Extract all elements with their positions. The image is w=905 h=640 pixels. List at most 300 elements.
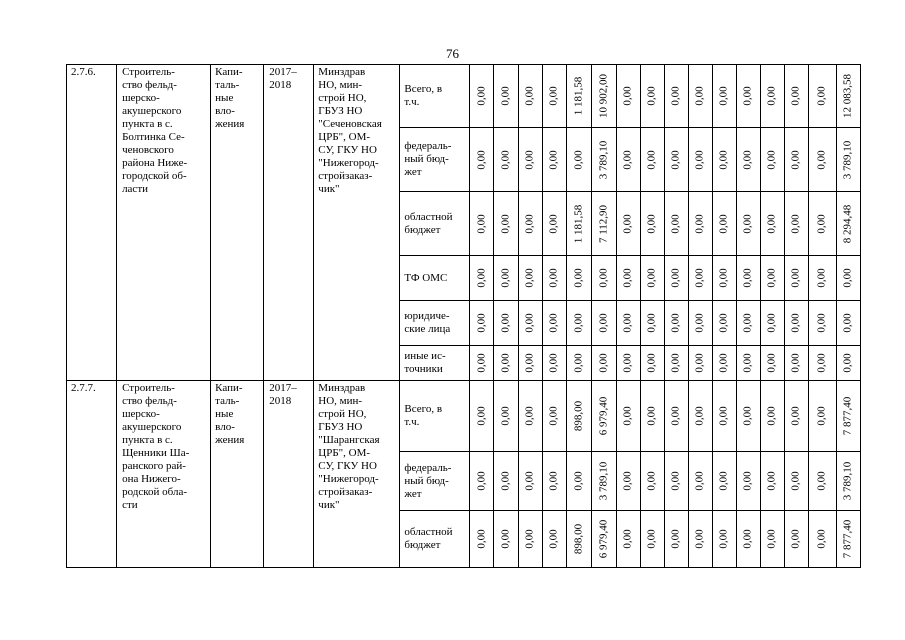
value-cell bbox=[664, 381, 688, 452]
value-text: 0,00 bbox=[547, 529, 560, 549]
value-cell bbox=[566, 65, 591, 128]
value-cell bbox=[591, 128, 616, 192]
value-text: 0,00 bbox=[645, 353, 658, 373]
value-text: 0,00 bbox=[717, 406, 730, 426]
value-text: 0,00 bbox=[815, 213, 828, 234]
value-text: 0,00 bbox=[717, 268, 730, 288]
funding-source-label: юридиче- ские лица bbox=[400, 301, 470, 346]
value-cell bbox=[542, 128, 566, 192]
value-text: 0,00 bbox=[475, 353, 488, 373]
value-text: 0,00 bbox=[741, 529, 754, 549]
value-cell bbox=[836, 301, 860, 346]
value-cell bbox=[712, 511, 736, 568]
value-text: 0,00 bbox=[815, 268, 828, 288]
value-cell bbox=[518, 256, 542, 301]
value-text: 0,00 bbox=[765, 86, 778, 106]
value-cell bbox=[616, 452, 640, 511]
value-cell bbox=[640, 192, 664, 256]
value-cell bbox=[470, 346, 494, 381]
value-cell bbox=[470, 381, 494, 452]
value-text: 0,00 bbox=[841, 353, 854, 373]
funding-source-label: областной бюджет bbox=[400, 511, 470, 568]
value-text: 898,00 bbox=[572, 400, 585, 432]
value-text: 0,00 bbox=[597, 353, 610, 373]
item-number: 2.7.7. bbox=[67, 381, 117, 568]
value-text: 0,00 bbox=[523, 406, 536, 426]
value-cell bbox=[836, 452, 860, 511]
value-text: 0,00 bbox=[717, 471, 730, 491]
value-text: 0,00 bbox=[741, 313, 754, 333]
value-text: 0,00 bbox=[523, 149, 536, 170]
value-text: 0,00 bbox=[741, 406, 754, 426]
value-cell bbox=[542, 452, 566, 511]
page-number: 76 bbox=[446, 46, 459, 61]
value-text: 0,00 bbox=[523, 529, 536, 549]
value-cell bbox=[470, 511, 494, 568]
value-text: 0,00 bbox=[523, 213, 536, 234]
value-cell bbox=[836, 381, 860, 452]
value-cell bbox=[518, 381, 542, 452]
value-text: 0,00 bbox=[621, 268, 634, 288]
value-text: 6 979,40 bbox=[597, 519, 610, 559]
value-cell bbox=[760, 301, 784, 346]
value-text: 0,00 bbox=[741, 213, 754, 234]
value-cell bbox=[494, 256, 518, 301]
value-text: 0,00 bbox=[693, 471, 706, 491]
value-cell bbox=[664, 301, 688, 346]
funding-source-label: Всего, в т.ч. bbox=[400, 381, 470, 452]
value-cell bbox=[808, 128, 836, 192]
value-cell bbox=[616, 65, 640, 128]
value-text: 0,00 bbox=[547, 313, 560, 333]
value-text: 0,00 bbox=[499, 213, 512, 234]
value-cell bbox=[760, 511, 784, 568]
value-cell bbox=[518, 346, 542, 381]
value-text: 0,00 bbox=[669, 86, 682, 106]
value-cell bbox=[591, 192, 616, 256]
value-text: 0,00 bbox=[669, 313, 682, 333]
value-text: 0,00 bbox=[789, 353, 802, 373]
value-cell bbox=[494, 65, 518, 128]
value-cell bbox=[688, 301, 712, 346]
value-cell bbox=[784, 381, 808, 452]
value-text: 0,00 bbox=[789, 406, 802, 426]
value-cell bbox=[712, 128, 736, 192]
value-text: 0,00 bbox=[693, 149, 706, 170]
value-text: 0,00 bbox=[499, 353, 512, 373]
value-cell bbox=[784, 301, 808, 346]
value-text: 0,00 bbox=[547, 471, 560, 491]
value-text: 0,00 bbox=[841, 313, 854, 333]
value-text: 0,00 bbox=[475, 149, 488, 170]
value-cell bbox=[542, 65, 566, 128]
value-text: 0,00 bbox=[475, 406, 488, 426]
value-cell bbox=[616, 511, 640, 568]
value-cell bbox=[640, 301, 664, 346]
value-text: 7 877,40 bbox=[841, 396, 854, 436]
value-text: 0,00 bbox=[741, 149, 754, 170]
value-text: 10 902,00 bbox=[597, 74, 610, 118]
value-text: 0,00 bbox=[815, 406, 828, 426]
value-cell bbox=[736, 452, 760, 511]
value-cell bbox=[566, 452, 591, 511]
value-cell bbox=[808, 301, 836, 346]
value-cell bbox=[664, 452, 688, 511]
value-cell bbox=[470, 128, 494, 192]
value-text: 12 083,58 bbox=[841, 74, 854, 118]
value-cell bbox=[688, 192, 712, 256]
value-text: 0,00 bbox=[693, 406, 706, 426]
value-cell bbox=[712, 346, 736, 381]
value-cell bbox=[836, 256, 860, 301]
value-text: 0,00 bbox=[621, 149, 634, 170]
value-cell bbox=[784, 192, 808, 256]
value-cell bbox=[712, 381, 736, 452]
value-cell bbox=[760, 128, 784, 192]
value-cell bbox=[760, 256, 784, 301]
value-cell bbox=[518, 301, 542, 346]
executors: Минздрав НО, мин- строй НО, ГБУЗ НО "Шарангская ЦРБ", ОМ- СУ, ГКУ НО "Нижегород- стройзаказ- чик" bbox=[314, 381, 400, 568]
value-cell bbox=[688, 65, 712, 128]
value-text: 0,00 bbox=[765, 353, 778, 373]
funding-source-label: областной бюджет bbox=[400, 192, 470, 256]
executors: Минздрав НО, мин- строй НО, ГБУЗ НО "Сеченовская ЦРБ", ОМ- СУ, ГКУ НО "Нижегород- стройзаказ- чик" bbox=[314, 65, 400, 381]
value-text: 0,00 bbox=[765, 313, 778, 333]
value-cell bbox=[640, 511, 664, 568]
table-row bbox=[67, 65, 861, 128]
value-cell bbox=[808, 256, 836, 301]
value-cell bbox=[566, 256, 591, 301]
value-cell bbox=[808, 381, 836, 452]
value-cell bbox=[518, 65, 542, 128]
value-text: 0,00 bbox=[475, 529, 488, 549]
value-cell bbox=[518, 192, 542, 256]
value-text: 0,00 bbox=[645, 406, 658, 426]
value-cell bbox=[494, 128, 518, 192]
value-text: 0,00 bbox=[547, 149, 560, 170]
value-text: 3 789,10 bbox=[597, 140, 610, 179]
value-cell bbox=[616, 192, 640, 256]
value-cell bbox=[736, 511, 760, 568]
value-text: 0,00 bbox=[789, 313, 802, 333]
value-text: 0,00 bbox=[741, 353, 754, 373]
value-text: 0,00 bbox=[669, 406, 682, 426]
value-cell bbox=[616, 346, 640, 381]
value-text: 0,00 bbox=[475, 471, 488, 491]
value-cell bbox=[760, 192, 784, 256]
value-text: 0,00 bbox=[669, 471, 682, 491]
funding-source-label: федераль- ный бюд- жет bbox=[400, 452, 470, 511]
value-cell bbox=[566, 192, 591, 256]
value-cell bbox=[808, 511, 836, 568]
value-cell bbox=[591, 65, 616, 128]
value-cell bbox=[470, 452, 494, 511]
value-text: 0,00 bbox=[499, 86, 512, 106]
value-text: 0,00 bbox=[765, 213, 778, 234]
value-text: 0,00 bbox=[547, 268, 560, 288]
value-text: 0,00 bbox=[789, 529, 802, 549]
value-cell bbox=[640, 65, 664, 128]
value-cell bbox=[736, 301, 760, 346]
value-cell bbox=[784, 256, 808, 301]
value-text: 0,00 bbox=[693, 313, 706, 333]
value-text: 0,00 bbox=[645, 471, 658, 491]
value-text: 0,00 bbox=[621, 86, 634, 106]
value-text: 0,00 bbox=[645, 313, 658, 333]
value-text: 0,00 bbox=[572, 149, 585, 170]
value-text: 0,00 bbox=[547, 353, 560, 373]
value-text: 0,00 bbox=[645, 149, 658, 170]
value-cell bbox=[591, 452, 616, 511]
value-cell bbox=[760, 65, 784, 128]
value-cell bbox=[591, 381, 616, 452]
value-cell bbox=[542, 256, 566, 301]
value-text: 0,00 bbox=[547, 406, 560, 426]
value-text: 0,00 bbox=[693, 213, 706, 234]
value-text: 0,00 bbox=[669, 213, 682, 234]
value-cell bbox=[736, 65, 760, 128]
value-cell bbox=[688, 511, 712, 568]
value-cell bbox=[566, 128, 591, 192]
value-cell bbox=[591, 256, 616, 301]
funding-source-label: федераль- ный бюд- жет bbox=[400, 128, 470, 192]
value-text: 7 877,40 bbox=[841, 519, 854, 559]
value-cell bbox=[836, 192, 860, 256]
value-text: 0,00 bbox=[499, 268, 512, 288]
value-text: 0,00 bbox=[499, 406, 512, 426]
value-text: 0,00 bbox=[789, 149, 802, 170]
value-text: 0,00 bbox=[645, 268, 658, 288]
value-text: 7 112,90 bbox=[597, 204, 610, 243]
value-text: 0,00 bbox=[693, 268, 706, 288]
implementation-years: 2017– 2018 bbox=[264, 65, 314, 381]
value-cell bbox=[542, 192, 566, 256]
value-text: 0,00 bbox=[717, 353, 730, 373]
value-cell bbox=[640, 381, 664, 452]
value-cell bbox=[591, 511, 616, 568]
value-cell bbox=[470, 65, 494, 128]
value-cell bbox=[542, 511, 566, 568]
value-cell bbox=[542, 301, 566, 346]
value-text: 0,00 bbox=[475, 313, 488, 333]
value-cell bbox=[494, 192, 518, 256]
value-cell bbox=[784, 128, 808, 192]
value-text: 0,00 bbox=[717, 529, 730, 549]
value-text: 0,00 bbox=[572, 471, 585, 491]
value-text: 0,00 bbox=[717, 213, 730, 234]
value-text: 0,00 bbox=[717, 86, 730, 106]
value-cell bbox=[808, 65, 836, 128]
value-cell bbox=[688, 452, 712, 511]
value-text: 0,00 bbox=[523, 268, 536, 288]
value-cell bbox=[688, 128, 712, 192]
value-text: 0,00 bbox=[621, 529, 634, 549]
value-text: 0,00 bbox=[765, 268, 778, 288]
value-cell bbox=[664, 256, 688, 301]
value-cell bbox=[591, 301, 616, 346]
value-cell bbox=[712, 192, 736, 256]
value-cell bbox=[494, 346, 518, 381]
value-text: 8 294,48 bbox=[841, 204, 854, 243]
funding-source-label: иные ис- точники bbox=[400, 346, 470, 381]
value-text: 0,00 bbox=[815, 471, 828, 491]
value-cell bbox=[470, 256, 494, 301]
value-cell bbox=[836, 511, 860, 568]
value-text: 0,00 bbox=[741, 268, 754, 288]
value-text: 0,00 bbox=[789, 471, 802, 491]
value-text: 0,00 bbox=[789, 86, 802, 106]
funding-source-label: ТФ ОМС bbox=[400, 256, 470, 301]
value-text: 0,00 bbox=[669, 353, 682, 373]
item-name: Строитель- ство фельд- шерско- акушерского пункта в с. Щенники Ша- ранского рай- она Нижего- родской обла- сти bbox=[117, 381, 211, 568]
value-cell bbox=[566, 511, 591, 568]
table-row bbox=[67, 381, 861, 452]
value-cell bbox=[470, 301, 494, 346]
value-text: 0,00 bbox=[693, 86, 706, 106]
value-text: 0,00 bbox=[475, 86, 488, 106]
value-text: 0,00 bbox=[645, 213, 658, 234]
value-cell bbox=[518, 128, 542, 192]
value-text: 0,00 bbox=[741, 471, 754, 491]
expense-type: Капи- таль- ные вло- жения bbox=[211, 381, 264, 568]
value-text: 1 181,58 bbox=[572, 76, 585, 116]
value-cell bbox=[836, 65, 860, 128]
value-cell bbox=[494, 301, 518, 346]
value-cell bbox=[616, 381, 640, 452]
value-cell bbox=[836, 128, 860, 192]
value-text: 0,00 bbox=[765, 529, 778, 549]
value-text: 0,00 bbox=[547, 86, 560, 106]
value-cell bbox=[664, 192, 688, 256]
value-cell bbox=[736, 256, 760, 301]
value-text: 0,00 bbox=[547, 213, 560, 234]
value-text: 0,00 bbox=[815, 353, 828, 373]
value-text: 0,00 bbox=[621, 471, 634, 491]
value-text: 0,00 bbox=[717, 313, 730, 333]
expense-type: Капи- таль- ные вло- жения bbox=[211, 65, 264, 381]
value-text: 0,00 bbox=[499, 471, 512, 491]
value-cell bbox=[808, 452, 836, 511]
value-cell bbox=[616, 301, 640, 346]
value-cell bbox=[760, 346, 784, 381]
value-text: 0,00 bbox=[621, 313, 634, 333]
value-cell bbox=[566, 346, 591, 381]
value-cell bbox=[784, 452, 808, 511]
value-cell bbox=[518, 452, 542, 511]
value-cell bbox=[688, 346, 712, 381]
value-cell bbox=[712, 256, 736, 301]
value-cell bbox=[808, 192, 836, 256]
value-text: 1 181,58 bbox=[572, 204, 585, 243]
value-text: 6 979,40 bbox=[597, 396, 610, 436]
value-cell bbox=[736, 381, 760, 452]
value-text: 0,00 bbox=[669, 529, 682, 549]
value-text: 0,00 bbox=[815, 86, 828, 106]
value-text: 0,00 bbox=[499, 149, 512, 170]
value-text: 0,00 bbox=[741, 86, 754, 106]
value-cell bbox=[712, 301, 736, 346]
value-text: 0,00 bbox=[669, 149, 682, 170]
value-cell bbox=[494, 511, 518, 568]
value-text: 0,00 bbox=[765, 406, 778, 426]
value-cell bbox=[640, 452, 664, 511]
item-number: 2.7.6. bbox=[67, 65, 117, 381]
value-cell bbox=[494, 381, 518, 452]
value-text: 0,00 bbox=[789, 213, 802, 234]
value-cell bbox=[640, 256, 664, 301]
value-text: 0,00 bbox=[523, 86, 536, 106]
value-text: 0,00 bbox=[815, 149, 828, 170]
value-cell bbox=[494, 452, 518, 511]
value-cell bbox=[760, 452, 784, 511]
value-text: 3 789,10 bbox=[597, 461, 610, 501]
value-text: 0,00 bbox=[765, 149, 778, 170]
value-cell bbox=[591, 346, 616, 381]
value-text: 0,00 bbox=[523, 313, 536, 333]
value-cell bbox=[640, 346, 664, 381]
value-cell bbox=[470, 192, 494, 256]
value-text: 0,00 bbox=[693, 353, 706, 373]
value-cell bbox=[712, 452, 736, 511]
value-text: 0,00 bbox=[717, 149, 730, 170]
value-cell bbox=[664, 128, 688, 192]
item-name: Строитель- ство фельд- шерско- акушерского пункта в с. Болтинка Се- ченовского района Ниже- городской об- ласти bbox=[117, 65, 211, 381]
value-text: 0,00 bbox=[572, 353, 585, 373]
value-text: 3 789,10 bbox=[841, 461, 854, 501]
value-text: 0,00 bbox=[597, 313, 610, 333]
value-text: 0,00 bbox=[621, 213, 634, 234]
value-cell bbox=[688, 381, 712, 452]
value-cell bbox=[566, 381, 591, 452]
value-text: 3 789,10 bbox=[841, 140, 854, 179]
value-text: 0,00 bbox=[693, 529, 706, 549]
value-text: 0,00 bbox=[841, 268, 854, 288]
value-cell bbox=[640, 128, 664, 192]
value-cell bbox=[760, 381, 784, 452]
funding-source-label: Всего, в т.ч. bbox=[400, 65, 470, 128]
value-text: 0,00 bbox=[645, 529, 658, 549]
value-text: 0,00 bbox=[597, 268, 610, 288]
value-cell bbox=[616, 128, 640, 192]
value-text: 0,00 bbox=[621, 353, 634, 373]
value-text: 0,00 bbox=[572, 313, 585, 333]
value-cell bbox=[542, 381, 566, 452]
value-cell bbox=[664, 65, 688, 128]
value-cell bbox=[566, 301, 591, 346]
value-text: 898,00 bbox=[572, 523, 585, 555]
value-text: 0,00 bbox=[475, 213, 488, 234]
value-text: 0,00 bbox=[765, 471, 778, 491]
value-cell bbox=[784, 65, 808, 128]
value-text: 0,00 bbox=[789, 268, 802, 288]
value-cell bbox=[736, 346, 760, 381]
value-text: 0,00 bbox=[815, 529, 828, 549]
value-text: 0,00 bbox=[475, 268, 488, 288]
value-cell bbox=[542, 346, 566, 381]
value-cell bbox=[664, 346, 688, 381]
value-cell bbox=[784, 346, 808, 381]
value-text: 0,00 bbox=[669, 268, 682, 288]
value-text: 0,00 bbox=[572, 268, 585, 288]
value-cell bbox=[736, 128, 760, 192]
value-cell bbox=[664, 511, 688, 568]
value-text: 0,00 bbox=[499, 313, 512, 333]
budget-table bbox=[66, 64, 861, 568]
implementation-years: 2017– 2018 bbox=[264, 381, 314, 568]
value-text: 0,00 bbox=[499, 529, 512, 549]
value-text: 0,00 bbox=[523, 471, 536, 491]
value-cell bbox=[712, 65, 736, 128]
